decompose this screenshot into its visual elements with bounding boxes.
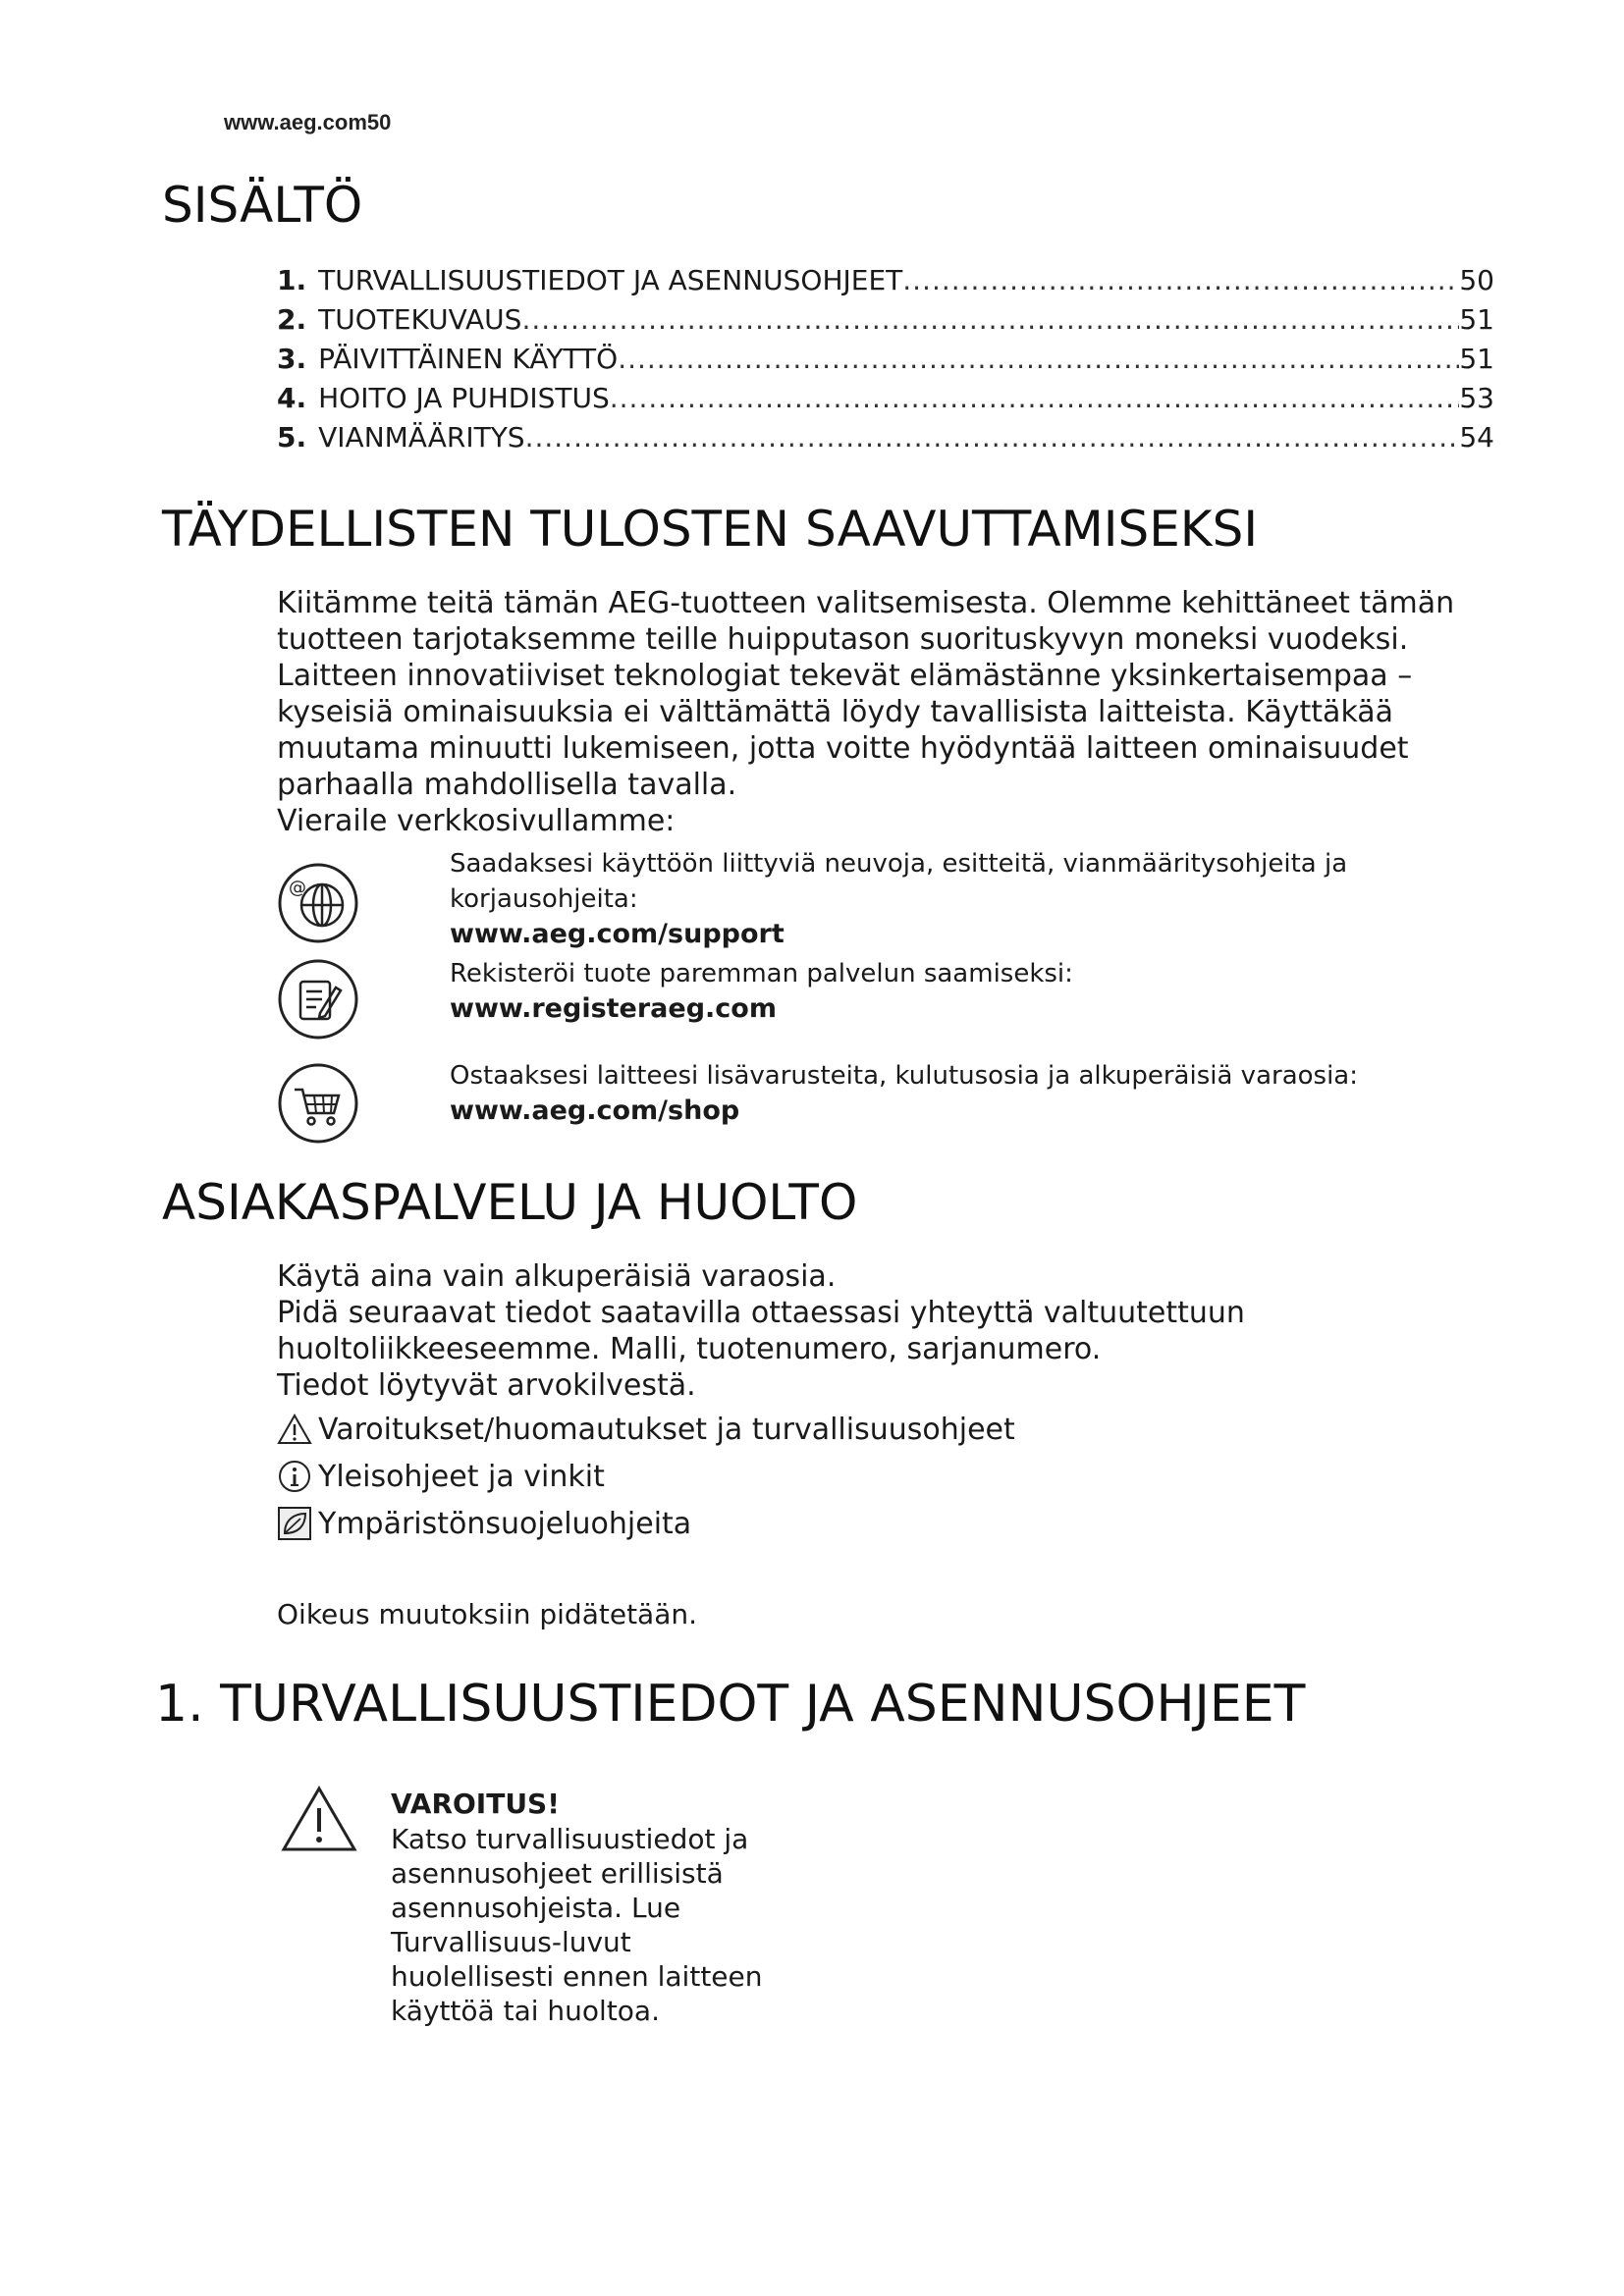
toc-item[interactable] xyxy=(277,261,1494,300)
service-line: Tiedot löytyvät arvokilvestä. xyxy=(277,1368,696,1403)
results-line: kyseisiä ominaisuuksia ei välttämättä löydy tavallisista laitteista. Käyttäkää xyxy=(277,695,1394,729)
info-icon xyxy=(277,1459,312,1494)
warning-box xyxy=(391,1787,803,2028)
web-item-text: Ostaaksesi laitteesi lisävarusteita, kulutusosia ja alkuperäisiä varaosia: xyxy=(450,1061,1358,1091)
legend-warning xyxy=(277,1412,1015,1447)
service-title: ASIAKASPALVELU JA HUOLTO xyxy=(162,1174,858,1231)
table-of-contents xyxy=(277,261,1494,457)
register-link[interactable]: www.registeraeg.com xyxy=(450,993,777,1024)
changes-note: Oikeus muutoksiin pidätetään. xyxy=(277,1598,698,1630)
toc-item[interactable] xyxy=(277,418,1494,457)
service-line: Käytä aina vain alkuperäisiä varaosia. xyxy=(277,1259,837,1294)
toc-leader-dots xyxy=(902,261,1459,300)
warning-title: VAROITUS! xyxy=(391,1788,560,1820)
warning-line: Turvallisuus-luvut xyxy=(391,1926,631,1958)
web-item-text: Rekisteröi tuote paremman palvelun saamiseksi: xyxy=(450,959,1073,988)
warning-line: asennusohjeista. Lue xyxy=(391,1892,681,1924)
toc-item-number: 4. xyxy=(277,382,307,414)
toc-item[interactable] xyxy=(277,379,1494,418)
svg-text:@: @ xyxy=(289,878,306,898)
toc-item-title: TURVALLISUUSTIEDOT JA ASENNUSOHJEET xyxy=(318,264,903,296)
toc-item-number: 5. xyxy=(277,421,307,454)
results-line: Laitteen innovatiiviset teknologiat tekevät elämästänne yksinkertaisempaa – xyxy=(277,659,1413,693)
results-title: TÄYDELLISTEN TULOSTEN SAAVUTTAMISEKSI xyxy=(162,501,1259,558)
results-intro xyxy=(277,585,1553,839)
toc-item-title: HOITO JA PUHDISTUS xyxy=(318,382,610,414)
toc-item[interactable] xyxy=(277,300,1494,340)
results-line: tuotteen tarjotaksemme teille huipputason suorituskyvyn moneksi vuodeksi. xyxy=(277,622,1409,657)
web-item-text: korjausohjeita: xyxy=(450,884,638,914)
warning-line: asennusohjeet erillisistä xyxy=(391,1857,724,1890)
toc-item[interactable] xyxy=(277,340,1494,379)
results-line: parhaalla mahdollisella tavalla. xyxy=(277,768,737,802)
web-item-register xyxy=(450,956,1530,1027)
service-line: huoltoliikkeeseemme. Malli, tuotenumero, sarjanumero. xyxy=(277,1332,1102,1366)
legend-text: Yleisohjeet ja vinkit xyxy=(318,1459,605,1494)
toc-item-number: 2. xyxy=(277,303,307,336)
toc-leader-dots xyxy=(525,418,1460,457)
legend-text: Ympäristönsuojeluohjeita xyxy=(318,1506,692,1541)
web-item-text: Saadaksesi käyttöön liittyviä neuvoja, esitteitä, vianmääritysohjeita ja xyxy=(450,849,1348,879)
results-line: muutama minuutti lukemiseen, jotta voitte hyödyntää laitteen ominaisuudet xyxy=(277,731,1409,766)
visit-label: Vieraile verkkosivullamme: xyxy=(277,804,676,838)
warning-line: huolellisesti ennen laitteen xyxy=(391,1960,763,1993)
toc-leader-dots xyxy=(618,340,1459,379)
register-icon xyxy=(277,958,359,1044)
toc-item-number: 1. xyxy=(277,264,307,296)
shopping-cart-icon xyxy=(277,1062,359,1148)
support-link[interactable]: www.aeg.com/support xyxy=(450,919,785,949)
results-line: Kiitämme teitä tämän AEG-tuotteen valitsemisesta. Olemme kehittäneet tämän xyxy=(277,586,1455,620)
toc-item-page: 50 xyxy=(1459,264,1494,296)
legend-text: Varoitukset/huomautukset ja turvallisuusohjeet xyxy=(318,1412,1015,1447)
toc-leader-dots xyxy=(610,379,1460,418)
globe-icon xyxy=(277,862,359,948)
web-item-shop xyxy=(450,1058,1530,1129)
warning-line: Katso turvallisuustiedot ja xyxy=(391,1823,749,1855)
service-text xyxy=(277,1258,1553,1404)
shop-link[interactable]: www.aeg.com/shop xyxy=(450,1095,740,1126)
toc-item-number: 3. xyxy=(277,343,307,375)
warning-icon xyxy=(277,1412,312,1447)
toc-item-page: 53 xyxy=(1459,382,1494,414)
web-item-support xyxy=(450,846,1530,952)
toc-item-page: 51 xyxy=(1459,303,1494,336)
contents-title: SISÄLTÖ xyxy=(162,177,363,234)
safety-title: 1. TURVALLISUUSTIEDOT JA ASENNUSOHJEET xyxy=(155,1675,1306,1734)
toc-item-page: 54 xyxy=(1459,421,1494,454)
toc-item-title: PÄIVITTÄINEN KÄYTTÖ xyxy=(318,343,619,375)
header-url-page: www.aeg.com50 xyxy=(224,110,392,134)
toc-item-title: TUOTEKUVAUS xyxy=(318,303,522,336)
toc-item-title: VIANMÄÄRITYS xyxy=(318,421,525,454)
legend-environment xyxy=(277,1506,691,1541)
warning-line: käyttöä tai huoltoa. xyxy=(391,1995,660,2027)
legend-info xyxy=(277,1459,605,1494)
service-line: Pidä seuraavat tiedot saatavilla ottaessasi yhteyttä valtuutettuun xyxy=(277,1296,1245,1330)
warning-icon xyxy=(281,1785,357,1857)
environment-icon xyxy=(277,1506,312,1541)
toc-item-page: 51 xyxy=(1459,343,1494,375)
toc-leader-dots xyxy=(521,300,1459,340)
